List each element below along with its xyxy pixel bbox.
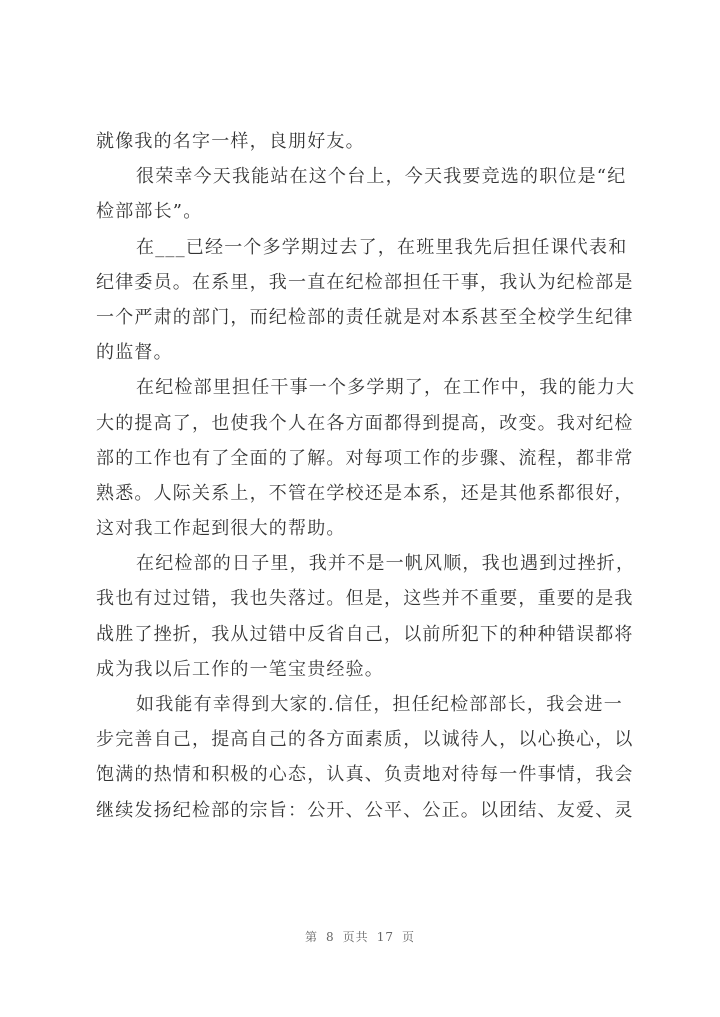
paragraph	[96, 370, 636, 546]
footer-total-pages: 17	[376, 930, 394, 944]
text-line: 这对我工作起到很大的帮助。	[96, 518, 346, 540]
footer-current-page: 8	[326, 930, 335, 944]
paragraph	[96, 124, 636, 159]
text-line: 在纪检部里担任干事一个多学期了，在工作中，我的能力大	[136, 377, 636, 399]
text-line: 在___已经一个多学期过去了，在班里我先后担任课代表和	[136, 236, 628, 258]
footer-middle: 页共	[342, 930, 369, 944]
text-line: 一个严肃的部门，而纪检部的责任就是对本系甚至全校学生纪律	[96, 306, 634, 328]
text-line: 检部部长”。	[96, 201, 203, 223]
footer-prefix: 第	[305, 930, 319, 944]
text-line: 继续发扬纪检部的宗旨：公开、公平、公正。以团结、友爱、灵	[96, 799, 634, 821]
paragraph	[96, 159, 636, 229]
text-line: 纪律委员。在系里，我一直在纪检部担任干事，我认为纪检部是	[96, 271, 634, 293]
footer-suffix: 页	[401, 930, 415, 944]
text-line: 就像我的名字一样，良朋好友。	[96, 131, 365, 152]
text-line: 成为我以后工作的一笔宝贵经验。	[96, 658, 384, 680]
text-line: 战胜了挫折，我从过错中反省自己，以前所犯下的种种错误都将	[96, 623, 634, 645]
text-line: 大的提高了，也使我个人在各方面都得到提高，改变。我对纪检	[96, 412, 634, 434]
text-line: 步完善自己，提高自己的各方面素质，以诚待人，以心换心，以	[96, 729, 634, 751]
text-line: 熟悉。人际关系上，不管在学校还是本系，还是其他系都很好，	[96, 482, 634, 504]
text-line: 部的工作也有了全面的了解。对每项工作的步骤、流程，都非常	[96, 447, 634, 469]
paragraph	[96, 230, 636, 371]
paragraph	[96, 546, 636, 687]
document-body	[96, 124, 636, 828]
text-line: 在纪检部的日子里，我并不是一帆风顺，我也遇到过挫折，	[136, 553, 636, 575]
page-footer	[0, 928, 720, 945]
text-line: 饱满的热情和积极的心态，认真、负责地对待每一件事情，我会	[96, 764, 634, 786]
text-line: 的监督。	[96, 342, 173, 364]
text-line: 很荣幸今天我能站在这个台上，今天我要竞选的职位是“纪	[136, 166, 627, 188]
text-line: 如我能有幸得到大家的.信任，担任纪检部部长，我会进一	[136, 694, 623, 715]
paragraph	[96, 687, 636, 828]
text-line: 我也有过过错，我也失落过。但是，这些并不重要，重要的是我	[96, 588, 634, 610]
